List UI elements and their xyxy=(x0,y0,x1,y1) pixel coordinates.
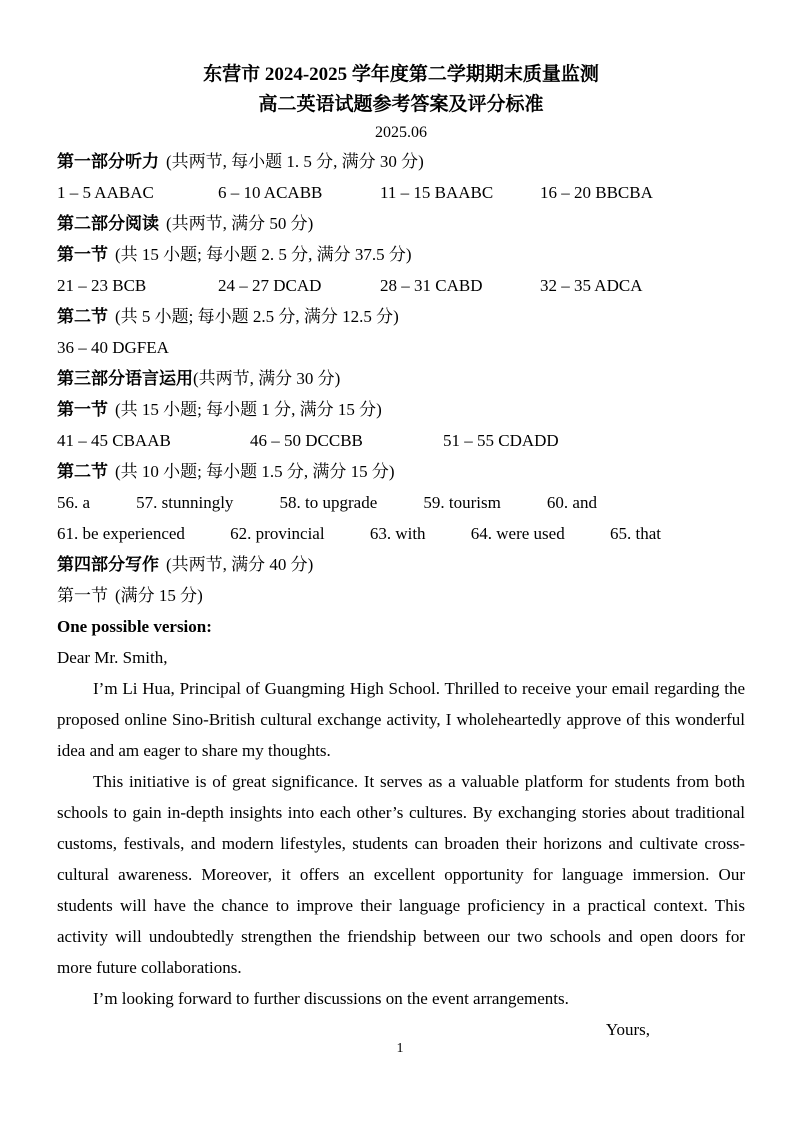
answer-64: 64. were used xyxy=(470,524,565,543)
answer-group-46-50: 46 – 50 DCCBB xyxy=(250,431,363,450)
answer-group-1-5: 1 – 5 AABAC xyxy=(57,183,154,202)
letter-salutation: Dear Mr. Smith, xyxy=(57,648,168,667)
part3-section1-heading-line xyxy=(57,394,745,425)
part4-heading-note: (共两节, 满分 40 分) xyxy=(166,555,314,574)
letter-paragraph-3: I’m looking forward to further discussions on the event arrangements. xyxy=(93,989,569,1008)
doc-title-line2: 高二英语试题参考答案及评分标准 xyxy=(258,94,544,115)
part2-heading-note: (共两节, 满分 50 分) xyxy=(166,214,314,233)
part3-section2-answers-row2 xyxy=(57,518,661,549)
answer-group-32-35: 32 – 35 ADCA xyxy=(540,276,643,295)
part2-section2-heading-note: (共 5 小题; 每小题 2.5 分, 满分 12.5 分) xyxy=(115,307,399,326)
doc-date: 2025.06 xyxy=(375,124,427,141)
part4-section1-heading-line xyxy=(57,580,745,611)
answer-group-16-20: 16 – 20 BBCBA xyxy=(540,183,653,202)
answer-63: 63. with xyxy=(369,524,426,543)
part4-heading: 第四部分写作 xyxy=(57,555,159,574)
answer-58: 58. to upgrade xyxy=(279,493,378,512)
page-number: 1 xyxy=(396,1041,404,1056)
answer-57: 57. stunningly xyxy=(136,493,234,512)
part2-section1-answers-row xyxy=(57,270,745,301)
part3-heading-line xyxy=(57,363,745,394)
part1-answers-row xyxy=(57,177,745,208)
part3-section1-heading-note: (共 15 小题; 每小题 1 分, 满分 15 分) xyxy=(115,400,382,419)
part4-section1-heading: 第一节 xyxy=(57,586,108,605)
part2-section2-heading: 第二节 xyxy=(57,307,108,326)
part2-section1-heading: 第一节 xyxy=(57,245,108,264)
answer-59: 59. tourism xyxy=(423,493,501,512)
answer-65: 65. that xyxy=(609,524,661,543)
part1-heading: 第一部分听力 xyxy=(57,152,159,171)
letter-paragraph-2: This initiative is of great significance. It serves as a valuable platform for students from both schools to gain in-depth insights into each other’s cultures. By exchanging stories about traditional customs, festivals, and modern lifestyles, students can broaden their horizons and cultivate cross-cultural awareness. Moreover, it offers an excellent opportunity for language immersion. Our students will have the chance to improve their language proficiency in a practical context. This activity will undoubtedly strengthen the friendship between our two schools and open doors for more future collaborations. xyxy=(57,772,745,977)
part3-heading: 第三部分语言运用 xyxy=(57,369,193,388)
answer-group-6-10: 6 – 10 ACABB xyxy=(218,183,323,202)
answer-group-11-15: 11 – 15 BAABC xyxy=(380,183,494,202)
answer-group-24-27: 24 – 27 DCAD xyxy=(218,276,322,295)
answer-62: 62. provincial xyxy=(230,524,325,543)
part3-section2-heading-line xyxy=(57,456,745,487)
part4-section1-note: (满分 15 分) xyxy=(115,586,203,605)
answer-56: 56. a xyxy=(57,493,91,512)
part3-heading-note: (共两节, 满分 30 分) xyxy=(193,369,341,388)
part3-section2-answers-row1 xyxy=(57,487,597,518)
part3-section2-heading-note: (共 10 小题; 每小题 1.5 分, 满分 15 分) xyxy=(115,462,395,481)
doc-title-line1: 东营市 2024-2025 学年度第二学期期末质量监测 xyxy=(203,64,599,85)
part2-section2-heading-line xyxy=(57,301,745,332)
version-label: One possible version: xyxy=(57,617,212,636)
part2-heading-line xyxy=(57,208,745,239)
part3-section2-heading: 第二节 xyxy=(57,462,108,481)
answer-group-41-45: 41 – 45 CBAAB xyxy=(57,431,171,450)
letter-paragraph-1: I’m Li Hua, Principal of Guangming High School. Thrilled to receive your email regarding the proposed online Sino-British cultural exchange activity, I wholeheartedly approve of this wonderful idea and am eager to share my thoughts. xyxy=(57,679,745,760)
answer-group-28-31: 28 – 31 CABD xyxy=(380,276,483,295)
answer-group-21-23: 21 – 23 BCB xyxy=(57,276,147,295)
part3-section1-answers-row xyxy=(57,425,745,456)
letter-closing: Yours, xyxy=(605,1020,650,1039)
part4-heading-line xyxy=(57,549,745,580)
answer-group-36-40: 36 – 40 DGFEA xyxy=(57,338,169,357)
answer-group-51-55: 51 – 55 CDADD xyxy=(443,431,559,450)
part3-section1-heading: 第一节 xyxy=(57,400,108,419)
part2-section1-heading-note: (共 15 小题; 每小题 2. 5 分, 满分 37.5 分) xyxy=(115,245,412,264)
part1-heading-note: (共两节, 每小题 1. 5 分, 满分 30 分) xyxy=(166,152,424,171)
part2-section1-heading-line xyxy=(57,239,745,270)
answer-61: 61. be experienced xyxy=(57,524,185,543)
answer-60: 60. and xyxy=(546,493,597,512)
part2-heading: 第二部分阅读 xyxy=(57,214,159,233)
part1-heading-line xyxy=(57,146,745,177)
